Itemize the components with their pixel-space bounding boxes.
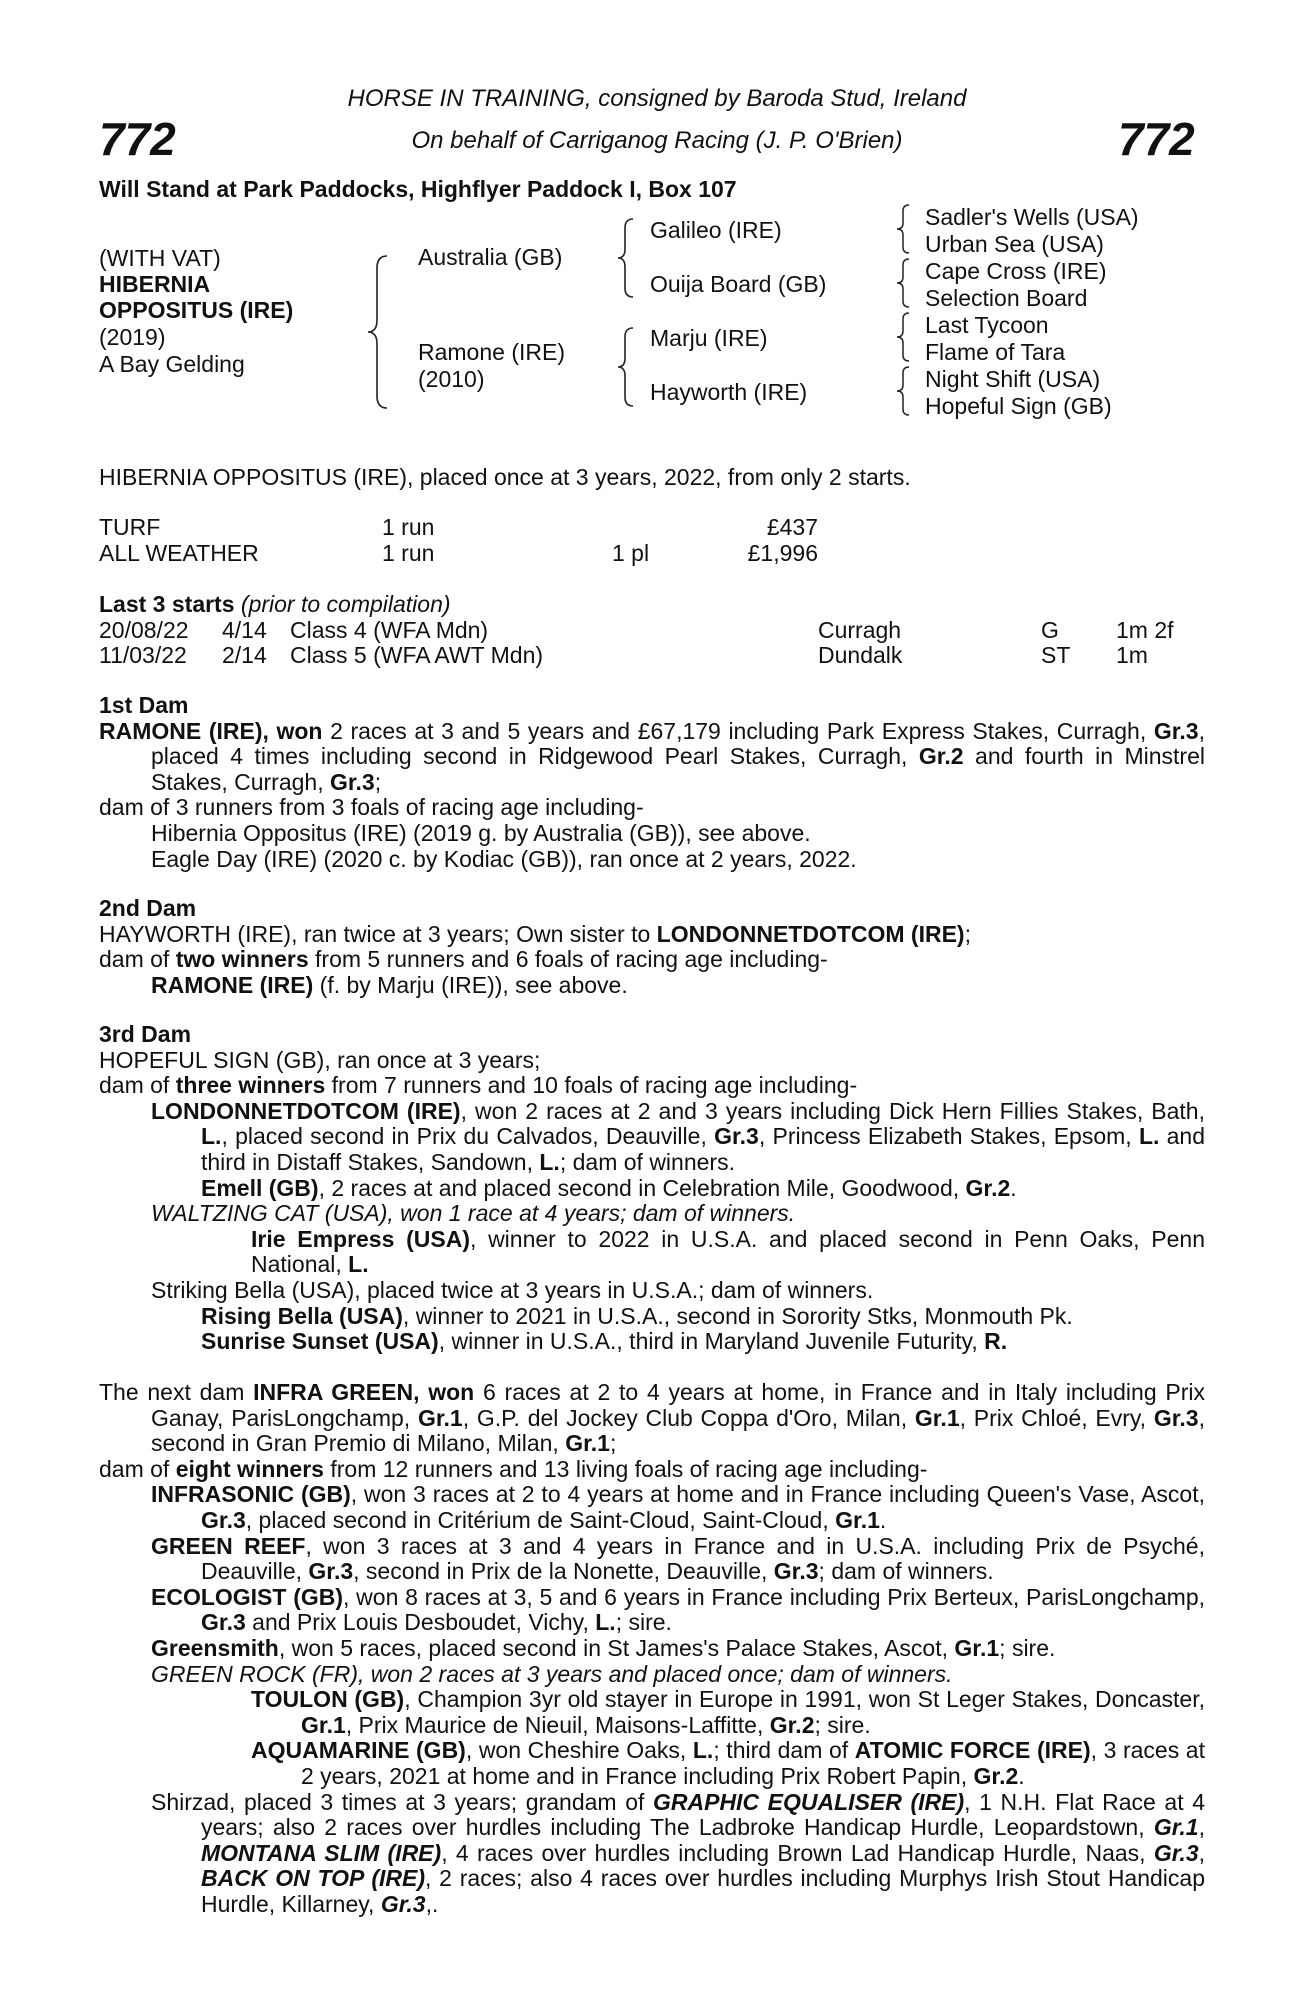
dam-dam-sire: Night Shift (USA) xyxy=(925,366,1101,392)
foal-text: . xyxy=(1010,1174,1017,1201)
next-dam-foal-infrasonic xyxy=(99,1482,1205,1533)
foal-grade: Gr.2 xyxy=(769,1711,815,1738)
pedigree-brace-g3-1 xyxy=(894,202,914,256)
last-starts-heading xyxy=(99,592,451,618)
dam-dam: Hayworth (IRE) xyxy=(650,379,808,405)
foal-name: Sunrise Sunset (USA) xyxy=(201,1328,439,1355)
pedigree-brace-g3-3 xyxy=(894,310,914,364)
record-placed-1: 1 pl xyxy=(612,540,650,566)
second-dam-produce-c: from 5 runners and 6 foals of racing age including- xyxy=(308,946,828,973)
foal-grade: Gr.3 xyxy=(773,1558,819,1585)
foal-name: Emell (GB) xyxy=(201,1174,319,1201)
on-behalf-line: On behalf of Carriganog Racing (J. P. O'Brien) xyxy=(411,127,903,154)
foal-text: , winner in U.S.A., third in Maryland Juvenile Futurity, xyxy=(438,1328,985,1355)
pedigree-brace-dam xyxy=(615,325,639,409)
dam-sire-dam: Flame of Tara xyxy=(925,339,1066,365)
next-dam-record xyxy=(99,1380,1205,1457)
start-going-1: ST xyxy=(1041,642,1071,668)
dam-year: (2010) xyxy=(418,366,485,392)
foal-text: ; sire. xyxy=(814,1711,871,1738)
foal-grade: L. xyxy=(692,1737,714,1764)
foal-name: GRAPHIC EQUALISER (IRE) xyxy=(653,1788,965,1815)
foal-name: Greensmith xyxy=(151,1634,279,1661)
text: 6 races at 2 to 4 years at home, in France and in Italy including Prix Ganay, ParisLongchamp, xyxy=(151,1379,1205,1431)
race-summary: HIBERNIA OPPOSITUS (IRE), placed once at 3 years, 2022, from only 2 starts. xyxy=(99,464,911,490)
lot-number-right: 772 xyxy=(1118,113,1195,165)
record-earnings-0: £437 xyxy=(766,514,818,540)
foal-text: . xyxy=(1018,1762,1025,1789)
foal-grade: Gr.2 xyxy=(973,1762,1019,1789)
dam-name: Ramone (IRE) xyxy=(418,339,565,365)
dam-sire: Marju (IRE) xyxy=(650,325,768,351)
foal-grade: L. xyxy=(201,1123,222,1150)
sire-name: Australia (GB) xyxy=(418,244,563,270)
second-dam-section xyxy=(99,896,1205,998)
second-dam-text-c: ; xyxy=(964,920,971,947)
foal-grade: L. xyxy=(1138,1123,1160,1150)
pedigree-brace-main xyxy=(365,252,395,412)
first-dam-grade-3: Gr.3 xyxy=(329,768,375,795)
foal-name: MONTANA SLIM (IRE) xyxy=(201,1839,442,1866)
foal-text: ,. xyxy=(425,1890,439,1917)
first-dam-text-b: , placed 4 times including second in Ridgewood Pearl Stakes, Curragh, xyxy=(151,717,1205,770)
foal-text: , won Cheshire Oaks, xyxy=(465,1737,693,1764)
vat-note: (WITH VAT) xyxy=(99,245,221,271)
foal-grade: L. xyxy=(595,1609,616,1636)
second-dam-produce xyxy=(99,947,1205,973)
third-dam-section xyxy=(99,1022,1205,1355)
dam-sire-sire: Last Tycoon xyxy=(925,312,1049,338)
dam-dam-dam: Hopeful Sign (GB) xyxy=(925,393,1112,419)
consignor-line: HORSE IN TRAINING, consigned by Baroda Stud, Ireland xyxy=(347,85,967,112)
second-dam-foal-name: RAMONE (IRE) xyxy=(151,971,314,998)
first-dam-name: RAMONE (IRE), won xyxy=(99,717,323,744)
third-dam-foal-waltzing-cat: WALTZING CAT (USA), won 1 race at 4 years; dam of winners. xyxy=(151,1200,796,1227)
foal-text: , xyxy=(1198,1839,1206,1866)
next-dam-produce xyxy=(99,1457,1205,1483)
first-dam-text-d: ; xyxy=(374,768,382,795)
foal-text: , winner to 2022 in U.S.A. and placed second in Penn Oaks, Penn National, xyxy=(251,1225,1205,1278)
text: , second in Gran Premio di Milano, Milan, xyxy=(151,1404,1205,1457)
lot-number-left: 772 xyxy=(99,113,176,165)
second-dam-text-a: HAYWORTH (IRE), ran twice at 3 years; Own sister to xyxy=(99,920,657,947)
next-dam-foal-green-reef xyxy=(99,1534,1205,1585)
foal-grade: Gr.3 xyxy=(1153,1839,1199,1866)
sire-sire: Galileo (IRE) xyxy=(650,217,782,243)
third-dam-title: 3rd Dam xyxy=(99,1021,192,1047)
foal-text: and Prix Louis Desboudet, Vichy, xyxy=(245,1609,596,1636)
foal-grade: L. xyxy=(539,1148,560,1175)
foal-text: ; sire. xyxy=(999,1634,1056,1661)
foal-text: , won 8 races at 3, 5 and 6 years in France including Prix Berteux, ParisLongchamp, xyxy=(343,1583,1205,1610)
third-dam-produce-a: dam of xyxy=(99,1072,176,1099)
first-dam-section xyxy=(99,693,1205,872)
first-dam-text-c: and fourth in Minstrel Stakes, Curragh, xyxy=(151,743,1205,795)
stand-location: Will Stand at Park Paddocks, Highflyer Paddock I, Box 107 xyxy=(99,176,737,202)
third-dam-record: HOPEFUL SIGN (GB), ran once at 3 years; xyxy=(99,1046,541,1073)
foal-text: , 4 races over hurdles including Brown Lad Handicap Hurdle, Naas, xyxy=(441,1839,1154,1866)
last-starts-note: (prior to compilation) xyxy=(240,591,451,617)
sire-dam-dam: Selection Board xyxy=(925,285,1088,311)
second-dam-produce-a: dam of xyxy=(99,946,176,973)
foal-grade: Gr.3 xyxy=(201,1506,246,1533)
horse-name-line2: OPPOSITUS (IRE) xyxy=(99,297,294,323)
text: from 12 runners and 13 living foals of racing age including- xyxy=(323,1455,928,1482)
foal-text: , won 3 races at 2 to 4 years at home and in France including Queen's Vase, Ascot, xyxy=(350,1481,1205,1508)
start-dist-0: 1m 2f xyxy=(1116,617,1174,643)
record-runs-1: 1 run xyxy=(382,540,435,566)
text: , won xyxy=(413,1379,475,1405)
start-pos-0: 4/14 xyxy=(222,617,267,643)
second-dam-record xyxy=(99,922,1205,948)
second-dam-foal-text: (f. by Marju (IRE)), see above. xyxy=(313,971,628,998)
third-dam-grandfoal-emell xyxy=(99,1176,1205,1202)
horse-year: (2019) xyxy=(99,324,166,350)
next-dam-grandfoal-aquamarine xyxy=(99,1738,1205,1789)
text: The next dam xyxy=(99,1379,254,1405)
foal-text: , 2 races; also 4 races over hurdles including Murphys Irish Stout Handicap Hurdle, Killarney, xyxy=(201,1865,1205,1917)
start-course-0: Curragh xyxy=(818,617,902,643)
foal-text: , placed second in Prix du Calvados, Deauville, xyxy=(221,1123,715,1150)
first-dam-text-a: 2 races at 3 and 5 years and £67,179 including Park Express Stakes, Curragh, xyxy=(322,717,1154,744)
foal-text: , 1 N.H. Flat Race at 4 years; also 2 races over hurdles including The Ladbroke Handicap Hurdle, Leopardstown, xyxy=(201,1788,1206,1841)
foal-text: ; sire. xyxy=(615,1609,672,1636)
foal-name: Rising Bella (USA) xyxy=(201,1302,403,1329)
foal-text: , placed second in Critérium de Saint-Cloud, Saint-Cloud, xyxy=(245,1506,836,1533)
record-runs-0: 1 run xyxy=(382,514,435,540)
text: ; xyxy=(609,1430,617,1457)
second-dam-title: 2nd Dam xyxy=(99,895,197,921)
start-pos-1: 2/14 xyxy=(222,642,267,668)
foal-grade: Gr.1 xyxy=(954,1634,1000,1661)
text: , Prix Chloé, Evry, xyxy=(959,1404,1154,1431)
foal-text: , 2 races at and placed second in Celebration Mile, Goodwood, xyxy=(318,1174,966,1201)
foal-text: , Prix Maurice de Nieuil, Maisons-Laffitte, xyxy=(345,1711,770,1738)
sire-sire-dam: Urban Sea (USA) xyxy=(925,231,1104,257)
foal-grade: Gr.1 xyxy=(1153,1814,1199,1841)
foal-text: , winner to 2021 in U.S.A., second in Sorority Stks, Monmouth Pk. xyxy=(402,1302,1073,1329)
foal-text: ; dam of winners. xyxy=(559,1148,735,1175)
foal-text: , xyxy=(1198,1814,1205,1841)
foal-text: , won 2 races at 2 and 3 years including Dick Hern Fillies Stakes, Bath, xyxy=(460,1097,1205,1124)
start-going-0: G xyxy=(1041,617,1059,643)
grade: Gr.1 xyxy=(565,1430,610,1457)
pedigree-brace-g3-2 xyxy=(894,256,914,310)
horse-description: A Bay Gelding xyxy=(99,351,245,377)
foal-text: , 3 races at 2 years, 2021 at home and in France including Prix Robert Papin, xyxy=(301,1737,1205,1789)
start-race-1: Class 5 (WFA AWT Mdn) xyxy=(290,642,544,668)
foal-text: . xyxy=(879,1506,887,1533)
next-dam-winners: eight winners xyxy=(175,1455,324,1482)
sire-sire-sire: Sadler's Wells (USA) xyxy=(925,204,1139,230)
sire-dam-sire: Cape Cross (IRE) xyxy=(925,258,1107,284)
foal-grade: Gr.3 xyxy=(308,1558,354,1585)
foal-grade: R. xyxy=(984,1328,1008,1355)
foal-text: ; third dam of xyxy=(713,1737,855,1764)
next-dam-foal-shirzad xyxy=(99,1790,1205,1918)
third-dam-grandfoal-sunrise-sunset xyxy=(99,1329,1205,1355)
foal-text: Shirzad, placed 3 times at 3 years; grandam of xyxy=(151,1788,653,1815)
next-dam-foal-green-rock: GREEN ROCK (FR), won 2 races at 3 years and placed once; dam of winners. xyxy=(151,1660,953,1687)
record-surface-0: TURF xyxy=(99,514,161,540)
grade: Gr.3 xyxy=(1153,1404,1199,1431)
foal-text: , won 3 races at 3 and 4 years in France and in U.S.A. including Prix de Psyché, Deauville, xyxy=(201,1532,1205,1585)
third-dam-produce-c: from 7 runners and 10 foals of racing age including- xyxy=(325,1072,858,1099)
grade: Gr.1 xyxy=(914,1404,960,1431)
foal-name: GREEN REEF xyxy=(151,1532,306,1559)
foal-name: INFRASONIC (GB) xyxy=(151,1481,351,1508)
foal-grade: L. xyxy=(348,1251,369,1278)
pedigree-brace-sire xyxy=(615,216,639,300)
first-dam-grade-1: Gr.3 xyxy=(1153,717,1199,744)
foal-name: ATOMIC FORCE (IRE) xyxy=(854,1737,1091,1764)
first-dam-foal-2: Eagle Day (IRE) (2020 c. by Kodiac (GB)), ran once at 2 years, 2022. xyxy=(151,845,857,872)
next-dam-foal-greensmith xyxy=(99,1636,1205,1662)
sire-dam: Ouija Board (GB) xyxy=(650,271,827,297)
next-dam-name: INFRA GREEN xyxy=(253,1379,414,1405)
third-dam-foal-londonnetdotcom xyxy=(99,1099,1205,1176)
foal-grade: Gr.3 xyxy=(201,1609,246,1636)
foal-name: TOULON (GB) xyxy=(251,1686,405,1713)
foal-grade: Gr.2 xyxy=(965,1174,1011,1201)
start-date-1: 11/03/22 xyxy=(99,642,187,668)
foal-grade: Gr.1 xyxy=(301,1711,346,1738)
foal-text: , Princess Elizabeth Stakes, Epsom, xyxy=(758,1123,1139,1150)
grade: Gr.1 xyxy=(417,1404,463,1431)
horse-name-line1: HIBERNIA xyxy=(99,271,211,297)
foal-text: , won 5 races, placed second in St James's Palace Stakes, Ascot, xyxy=(278,1634,955,1661)
third-dam-produce xyxy=(99,1073,1205,1099)
second-dam-foal-1 xyxy=(99,973,1205,999)
second-dam-sister: LONDONNETDOTCOM (IRE) xyxy=(656,920,965,947)
foal-name: Irie Empress (USA) xyxy=(251,1225,470,1252)
third-dam-winners: three winners xyxy=(175,1072,326,1099)
foal-text: , second in Prix de la Nonette, Deauville, xyxy=(353,1558,774,1585)
next-dam-section xyxy=(99,1380,1205,1917)
third-dam-grandfoal-irie-empress xyxy=(99,1227,1205,1278)
record-earnings-1: £1,996 xyxy=(747,540,818,566)
pedigree-brace-g3-4 xyxy=(894,364,914,418)
foal-grade: Gr.1 xyxy=(835,1506,880,1533)
text: , G.P. del Jockey Club Coppa d'Oro, Milan, xyxy=(462,1404,915,1431)
start-date-0: 20/08/22 xyxy=(99,617,189,643)
last-starts-title: Last 3 starts xyxy=(99,591,235,617)
first-dam-grade-2: Gr.2 xyxy=(918,743,964,770)
next-dam-foal-ecologist xyxy=(99,1585,1205,1636)
text: dam of xyxy=(99,1455,176,1482)
foal-text: and third in Distaff Stakes, Sandown, xyxy=(201,1123,1206,1175)
foal-name: AQUAMARINE (GB) xyxy=(251,1737,466,1764)
start-race-0: Class 4 (WFA Mdn) xyxy=(290,617,489,643)
foal-text: ; dam of winners. xyxy=(818,1558,994,1585)
start-dist-1: 1m xyxy=(1116,642,1148,668)
first-dam-produce: dam of 3 runners from 3 foals of racing age including- xyxy=(99,794,644,821)
record-surface-1: ALL WEATHER xyxy=(99,540,259,566)
second-dam-winners: two winners xyxy=(175,946,309,973)
start-course-1: Dundalk xyxy=(818,642,903,668)
foal-text: , Champion 3yr old stayer in Europe in 1991, won St Leger Stakes, Doncaster, xyxy=(404,1686,1205,1713)
first-dam-foal-1: Hibernia Oppositus (IRE) (2019 g. by Australia (GB)), see above. xyxy=(151,819,811,846)
third-dam-grandfoal-rising-bella xyxy=(99,1304,1205,1330)
foal-name: ECOLOGIST (GB) xyxy=(151,1583,344,1610)
next-dam-grandfoal-toulon xyxy=(99,1687,1205,1738)
foal-grade: Gr.3 xyxy=(714,1123,759,1150)
foal-grade: Gr.3 xyxy=(380,1890,426,1917)
first-dam-title: 1st Dam xyxy=(99,692,189,718)
third-dam-foal-striking-bella: Striking Bella (USA), placed twice at 3 years in U.S.A.; dam of winners. xyxy=(151,1276,874,1303)
foal-name: BACK ON TOP (IRE) xyxy=(201,1865,425,1892)
first-dam-record xyxy=(99,719,1205,796)
foal-name: LONDONNETDOTCOM (IRE) xyxy=(151,1097,461,1124)
